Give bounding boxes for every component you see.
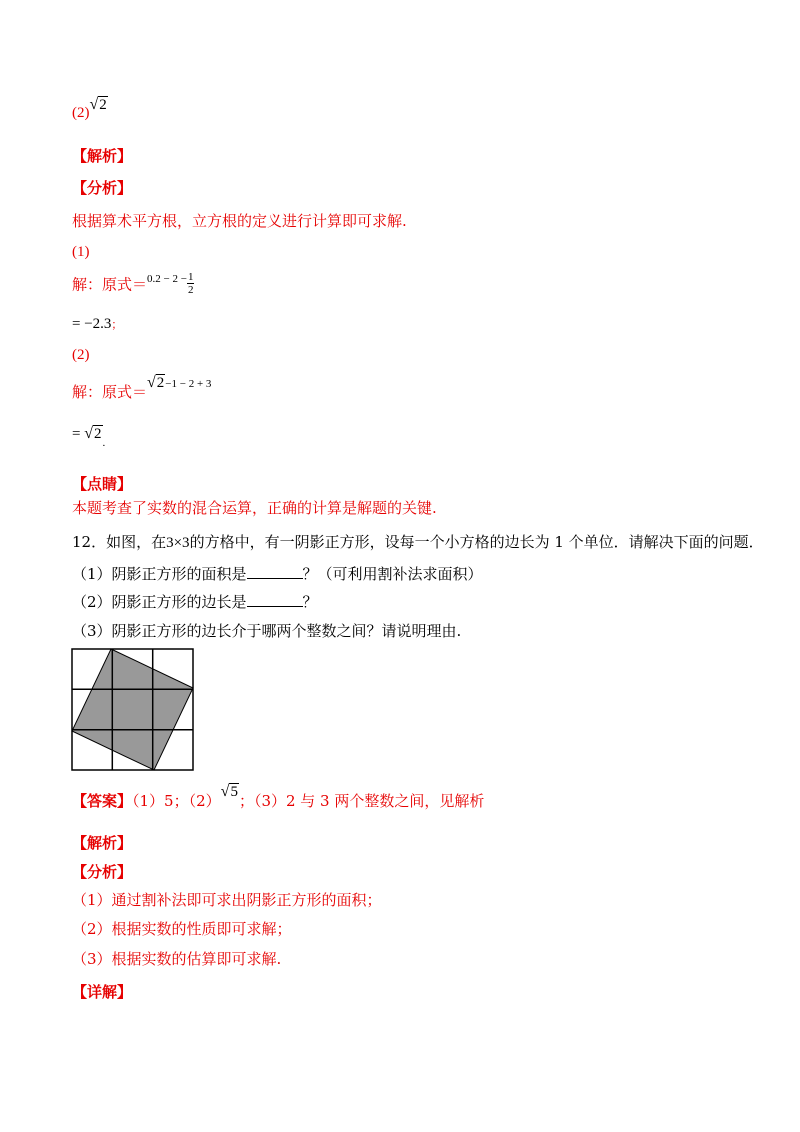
grid-square-figure	[71, 648, 195, 772]
solution2	[72, 374, 212, 404]
sqrt-expression: √2	[89, 96, 107, 113]
question-12-part1: （1）阴影正方形的面积是 ？（可利用割补法求面积）	[72, 565, 483, 583]
result2: = $√2_.$	[72, 425, 106, 449]
part1-label: (1)	[72, 244, 90, 260]
part2-label: (2)	[72, 347, 90, 363]
jiexi-heading-2: 【解析】	[72, 834, 133, 852]
shaded-square	[72, 649, 193, 770]
solution-label: 解：原式＝	[72, 275, 148, 294]
expression: √2−1 − 2 + 3	[147, 374, 212, 391]
answer-blank	[247, 564, 303, 579]
part-number: (2)	[72, 105, 90, 121]
answer-blank	[247, 592, 303, 607]
dianjing-heading: 【点睛】	[72, 475, 133, 493]
dianjing-text: 本题考查了实数的混合运算，正确的计算是解题的关键.	[72, 499, 437, 517]
expression: 0.2 − 2 −	[147, 272, 187, 285]
fraction: $\frac{1}{2}$	[187, 271, 194, 296]
answer-label: 【答案】	[72, 792, 133, 810]
jiexi-heading: 【解析】	[72, 147, 133, 165]
xiangjie-heading: 【详解】	[72, 983, 133, 1001]
solution-label: 解：原式＝	[72, 383, 148, 401]
result1: = −2.3；	[72, 316, 123, 332]
fenxi-text: 根据算术平方根，立方根的定义进行计算即可求解.	[72, 212, 407, 230]
sqrt-expression: √5	[220, 783, 238, 800]
answer-line: 【答案】（1）5；（2）√5；（3）2 与 3 两个整数之间，见解析	[72, 783, 485, 810]
question-12-part2: （2）阴影正方形的边长是 ？	[72, 593, 318, 611]
question-12-stem: 12．如图，在3×3的方格中，有一阴影正方形，设每一个小方格的边长为 1 个单位．请解决下面的问题．	[72, 533, 764, 551]
solution1	[72, 273, 194, 298]
part2-heading	[72, 96, 108, 123]
fenxi-heading-2: 【分析】	[72, 863, 133, 881]
question-12-part3: （3）阴影正方形的边长介于哪两个整数之间？请说明理由.	[72, 622, 462, 640]
analysis-item-1: （1）通过割补法即可求出阴影正方形的面积；	[72, 891, 382, 909]
analysis-item-2: （2）根据实数的性质即可求解；	[72, 920, 292, 938]
fenxi-heading: 【分析】	[72, 179, 133, 197]
analysis-item-3: （3）根据实数的估算即可求解.	[72, 950, 282, 968]
